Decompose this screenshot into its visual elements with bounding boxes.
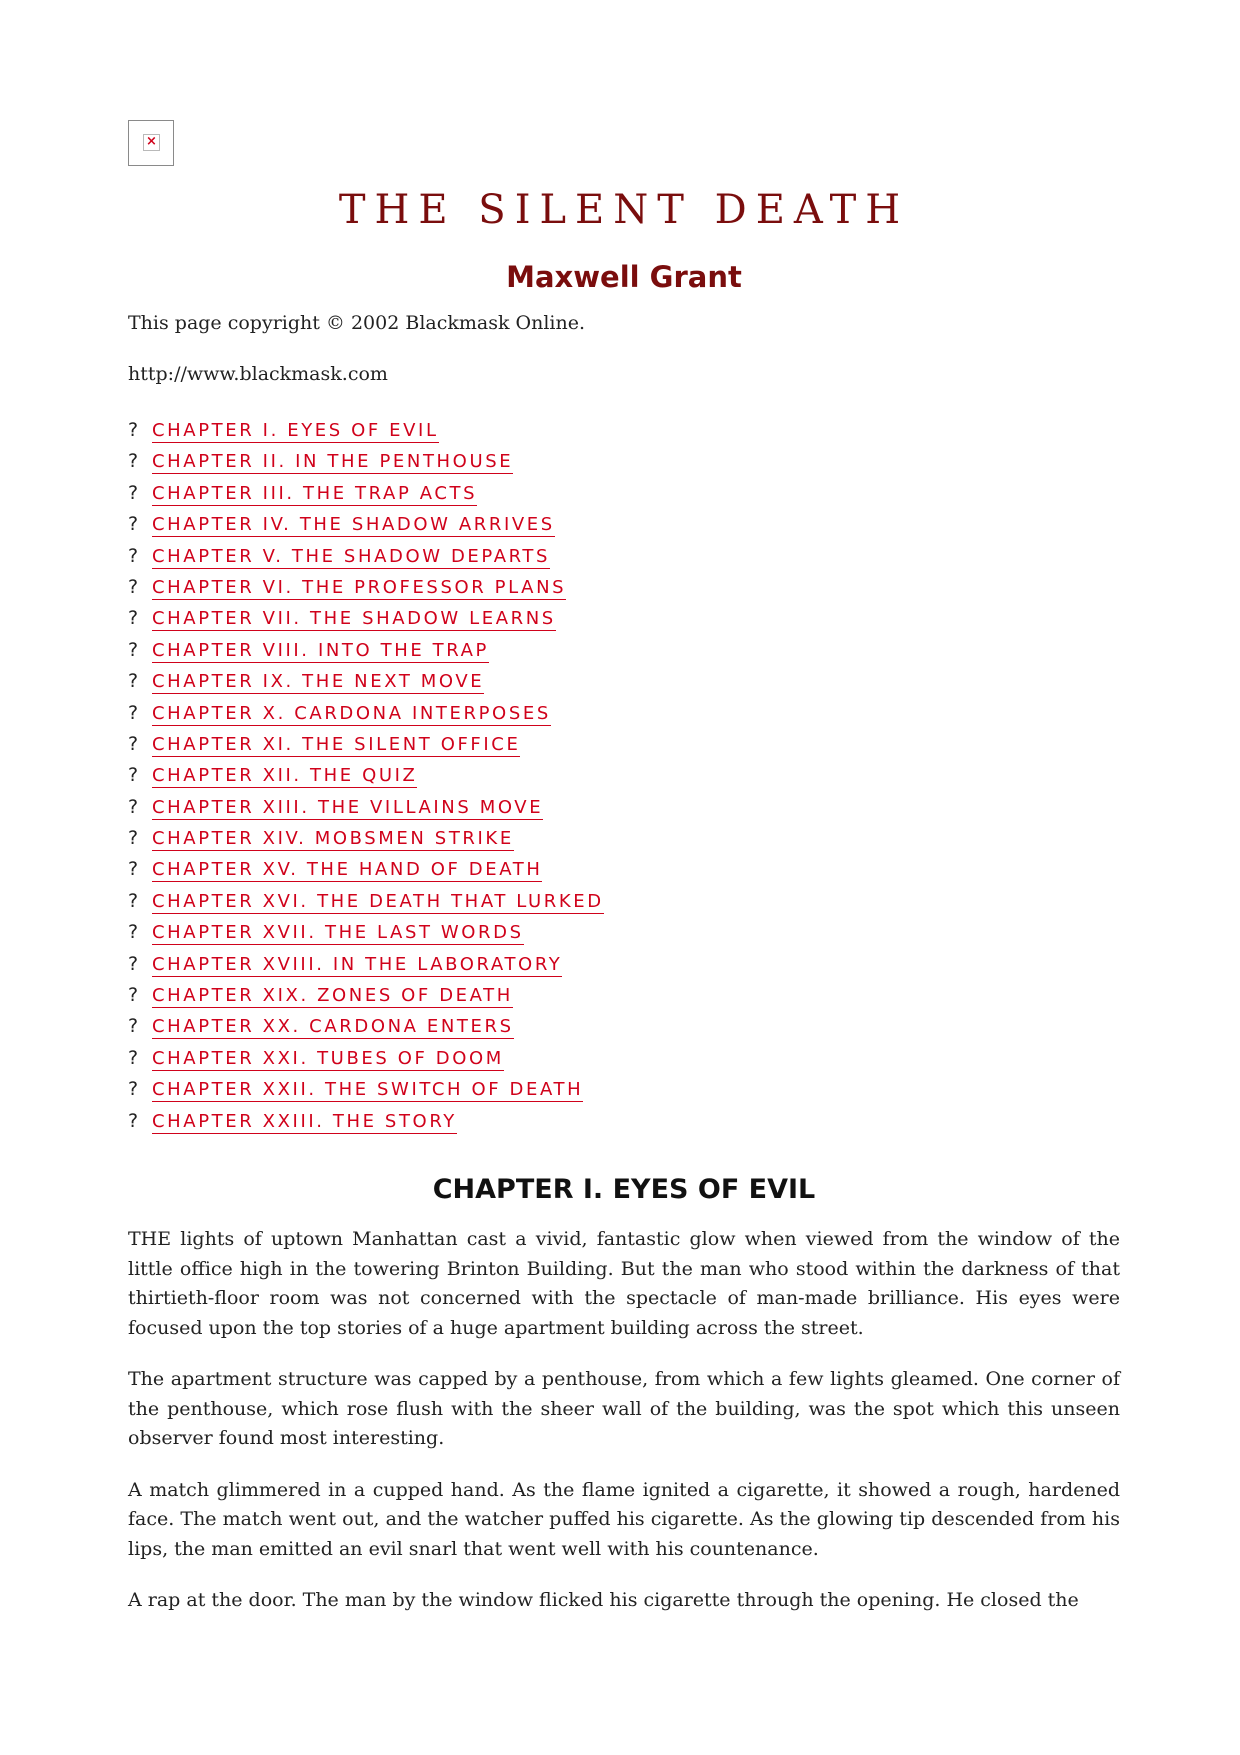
bullet-icon: ? xyxy=(128,638,139,661)
toc-item xyxy=(128,855,604,886)
toc-link-chapter-3[interactable]: CHAPTER III. THE TRAP ACTS xyxy=(152,482,478,504)
bullet-icon: ? xyxy=(128,544,139,567)
toc-item xyxy=(128,981,604,1012)
toc-link-chapter-13[interactable]: CHAPTER XIII. THE VILLAINS MOVE xyxy=(152,796,544,818)
toc-link-chapter-15[interactable]: CHAPTER XV. THE HAND OF DEATH xyxy=(152,859,543,881)
body-paragraph: The apartment structure was capped by a penthouse, from which a few lights gleamed. One corner of the penthouse, which rose flush with the sheer wall of the building, was the spot which this unseen observer found most interesting. xyxy=(128,1368,1120,1449)
toc-link-chapter-7[interactable]: CHAPTER VII. THE SHADOW LEARNS xyxy=(152,608,556,630)
toc-item xyxy=(128,887,604,918)
bullet-icon: ? xyxy=(128,732,139,755)
toc-link-chapter-23[interactable]: CHAPTER XXIII. THE STORY xyxy=(152,1110,457,1132)
bullet-icon: ? xyxy=(128,481,139,504)
toc-link-chapter-2[interactable]: CHAPTER II. IN THE PENTHOUSE xyxy=(152,451,514,473)
toc-item xyxy=(128,636,604,667)
toc-link-chapter-5[interactable]: CHAPTER V. THE SHADOW DEPARTS xyxy=(152,545,551,567)
toc-item xyxy=(128,604,604,635)
copyright-notice: This page copyright © 2002 Blackmask Online. xyxy=(128,312,586,334)
toc-item xyxy=(128,1044,604,1075)
bullet-icon: ? xyxy=(128,513,139,536)
broken-image-icon: × xyxy=(143,134,160,151)
toc-link-chapter-17[interactable]: CHAPTER XVII. THE LAST WORDS xyxy=(152,922,524,944)
toc-link-chapter-21[interactable]: CHAPTER XXI. TUBES OF DOOM xyxy=(152,1047,504,1069)
toc-link-chapter-16[interactable]: CHAPTER XVI. THE DEATH THAT LURKED xyxy=(152,890,604,912)
toc-item xyxy=(128,918,604,949)
toc-link-chapter-4[interactable]: CHAPTER IV. THE SHADOW ARRIVES xyxy=(152,514,555,536)
toc-link-chapter-8[interactable]: CHAPTER VIII. INTO THE TRAP xyxy=(152,639,489,661)
toc-item xyxy=(128,667,604,698)
book-author: Maxwell Grant xyxy=(506,260,742,294)
toc-item xyxy=(128,479,604,510)
toc-link-chapter-9[interactable]: CHAPTER IX. THE NEXT MOVE xyxy=(152,671,485,693)
bullet-icon: ? xyxy=(128,1078,139,1101)
broken-image-placeholder xyxy=(128,120,174,166)
bullet-icon: ? xyxy=(128,795,139,818)
bullet-icon: ? xyxy=(128,921,139,944)
bullet-icon: ? xyxy=(128,1046,139,1069)
toc-item xyxy=(128,1107,604,1138)
toc-link-chapter-20[interactable]: CHAPTER XX. CARDONA ENTERS xyxy=(152,1016,514,1038)
toc-link-chapter-6[interactable]: CHAPTER VI. THE PROFESSOR PLANS xyxy=(152,576,567,598)
toc-link-chapter-14[interactable]: CHAPTER XIV. MOBSMEN STRIKE xyxy=(152,828,514,850)
toc-item xyxy=(128,824,604,855)
site-url: http://www.blackmask.com xyxy=(128,363,388,385)
toc-item xyxy=(128,793,604,824)
toc-link-chapter-1[interactable]: CHAPTER I. EYES OF EVIL xyxy=(152,420,439,441)
bullet-icon: ? xyxy=(128,607,139,630)
bullet-icon: ? xyxy=(128,952,139,975)
chapter-heading: CHAPTER I. EYES OF EVIL xyxy=(432,1174,816,1205)
toc-item xyxy=(128,542,604,573)
toc-item xyxy=(128,1012,604,1043)
toc-item xyxy=(128,730,604,761)
toc-link-chapter-12[interactable]: CHAPTER XII. THE QUIZ xyxy=(152,765,418,787)
toc-item xyxy=(128,416,604,447)
bullet-icon: ? xyxy=(128,575,139,598)
toc-item xyxy=(128,699,604,730)
bullet-icon: ? xyxy=(128,858,139,881)
toc-item xyxy=(128,510,604,541)
body-paragraph: A rap at the door. The man by the window flicked his cigarette through the opening. He closed the xyxy=(128,1589,1079,1611)
book-title: THE SILENT DEATH xyxy=(338,187,910,233)
chapter-body xyxy=(128,1225,1120,1638)
bullet-icon: ? xyxy=(128,701,139,724)
toc-item xyxy=(128,447,604,478)
bullet-icon: ? xyxy=(128,419,139,441)
toc-item xyxy=(128,761,604,792)
bullet-icon: ? xyxy=(128,450,139,473)
toc-item xyxy=(128,950,604,981)
document-page xyxy=(128,0,1120,1755)
body-paragraph: A match glimmered in a cupped hand. As the flame ignited a cigarette, it showed a rough, hardened face. The match went out, and the watcher puffed his cigarette. As the glowing tip descended from his lips, the man emitted an evil snarl that went well with his countenance. xyxy=(128,1478,1120,1560)
bullet-icon: ? xyxy=(128,670,139,693)
toc-link-chapter-18[interactable]: CHAPTER XVIII. IN THE LABORATORY xyxy=(152,953,563,975)
toc-link-chapter-22[interactable]: CHAPTER XXII. THE SWITCH OF DEATH xyxy=(152,1079,584,1101)
toc-item xyxy=(128,573,604,604)
bullet-icon: ? xyxy=(128,764,139,787)
toc-item xyxy=(128,1075,604,1106)
bullet-icon: ? xyxy=(128,827,139,850)
toc-link-chapter-11[interactable]: CHAPTER XI. THE SILENT OFFICE xyxy=(152,733,521,755)
table-of-contents xyxy=(128,416,604,1138)
bullet-icon: ? xyxy=(128,1109,139,1132)
bullet-icon: ? xyxy=(128,889,139,912)
toc-link-chapter-10[interactable]: CHAPTER X. CARDONA INTERPOSES xyxy=(152,702,551,724)
body-paragraph: THE lights of uptown Manhattan cast a vivid, fantastic glow when viewed from the window of the little office high in the towering Brinton Building. But the man who stood within the darkness of that thirtieth-floor room was not concerned with the spectacle of man-made brilliance. His eyes were focused upon the top stories of a huge apartment building across the street. xyxy=(128,1228,1120,1339)
toc-link-chapter-19[interactable]: CHAPTER XIX. ZONES OF DEATH xyxy=(152,985,513,1007)
bullet-icon: ? xyxy=(128,984,139,1007)
bullet-icon: ? xyxy=(128,1015,139,1038)
